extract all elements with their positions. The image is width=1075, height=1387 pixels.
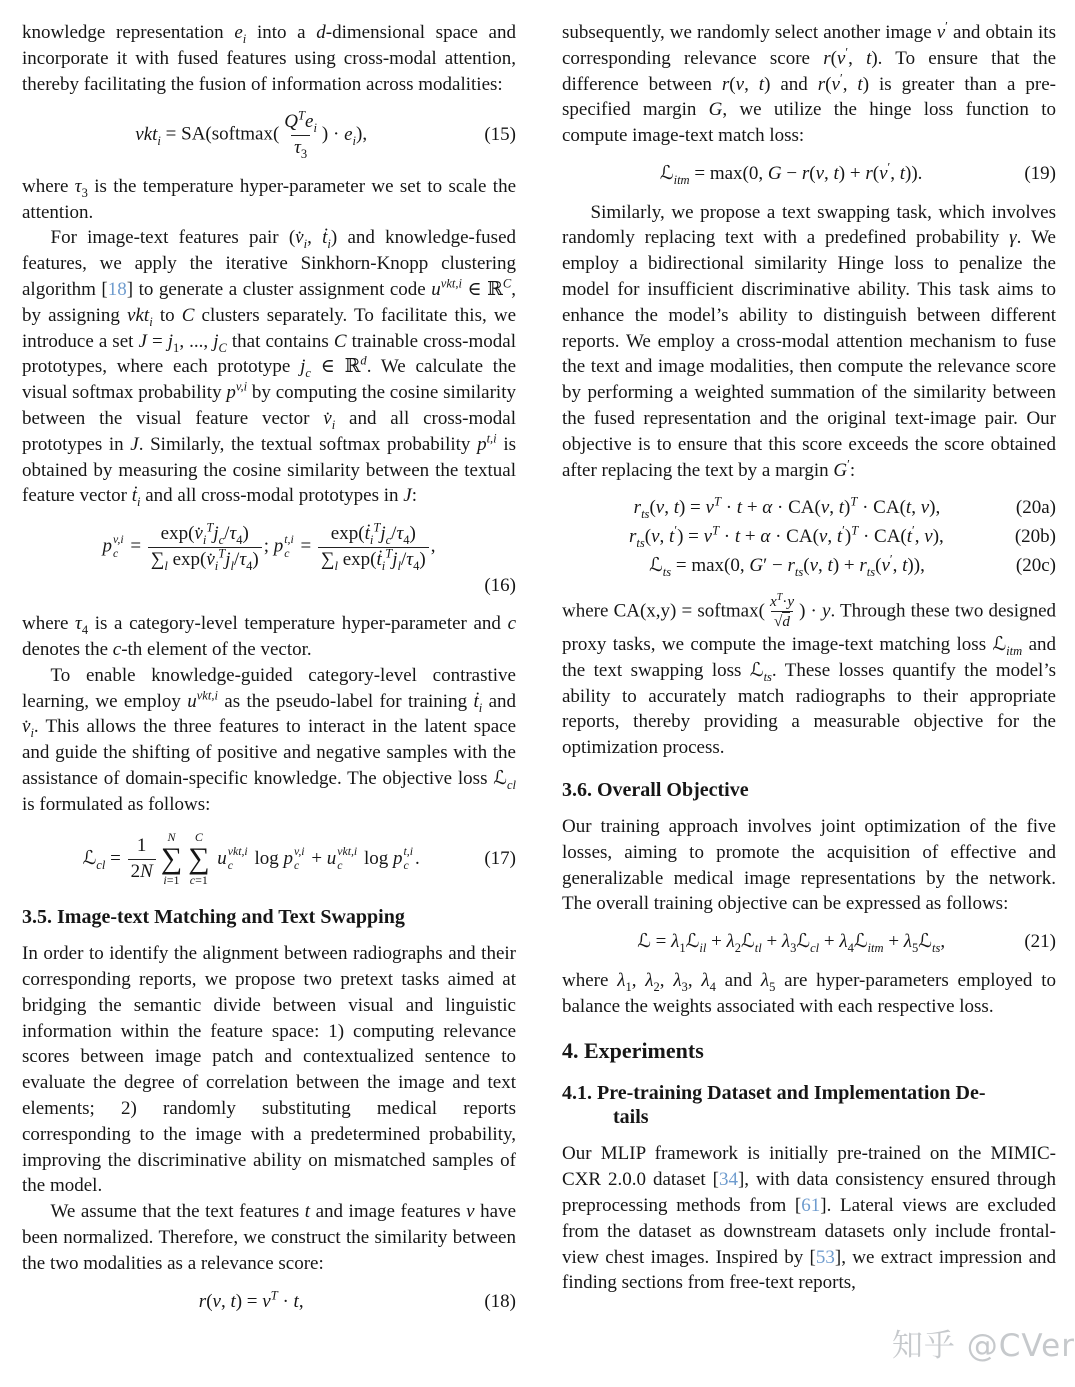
paragraph-knowledge-guided: To enable knowledge-guided category-level contrastive learning, we employ $u^{vkt,i}$ as the pseudo-label for training ṫ$_i$ and $v̇_i$. This allows the three features to interact in the latent space and guide the shifting of positive and negative samples with the assistance of domain-specific knowledge. The objective loss ℒ$_{cl}$ is formulated as follows: xyxy=(22,664,517,815)
equation-15-body: vkt$_i$ = SA(softmax( $\frac{Q^Te_i}{\tau_3}$ ) · $e_i$), xyxy=(135,109,368,161)
paragraph-subsequently: subsequently, we randomly select another image v′ and obtain its corresponding relevance score r(v′, t). To ensure that the difference between r(v, t) and r(v′, t) is greater than a pre-specified margin G, we utilize the hinge loss function to compute image-text match loss: xyxy=(562,19,1056,147)
equation-21-number: (21) xyxy=(1024,931,1056,953)
equation-16-body: p v,i c = $\frac{\exp(v̇_i^Tj_c/\tau_4)}{\sum_l \exp(v̇_i^Tj_l/\tau_4)}$ ; p t,i c = $\frac{\exp(ṫ_i^Tj_c/\tau_4)}{\sum_l \exp(ṫ_i^Tj_l/\tau_4)}$ , xyxy=(102,520,436,573)
equation-16-number: (16) xyxy=(484,574,516,596)
paragraph-mlip-pretraining: Our MLIP framework is initially pre-trained on the MIMIC-CXR 2.0.0 dataset [34], with data consistency ensured through preprocessing methods from [61]. Lateral views are excluded from the dataset as downstream datasets only include frontal-view chest images. Inspired by [53], we extract impression and finding sections from free-text reports, xyxy=(562,1143,1056,1294)
citation-link[interactable]: 61 xyxy=(801,1195,821,1217)
right-column xyxy=(562,20,1056,1387)
equation-19 xyxy=(562,162,1056,187)
equation-20c-number: (20c) xyxy=(1015,554,1056,576)
equation-15 xyxy=(22,110,516,160)
left-column xyxy=(22,20,516,1387)
citation-link[interactable]: 34 xyxy=(718,1169,738,1191)
paragraph-text-swapping: Similarly, we propose a text swapping task, which involves randomly replacing text with a predefined probability γ. We employ a bidirectional similarity Hinge loss to penalize the model for insufficient discriminative ability. This task aims to enhance the model’s ability to distinguish between different reports. We employ a cross-modal attention mechanism to fuse the text and image modalities, then compute the relevance score by performing a weighted summation of the similarity between the fused representation and the original text-image pair. Our objective is to ensure that this score exceeds the score obtained after replacing the text by a margin G′: xyxy=(562,201,1056,481)
paragraph-pretext-tasks: In order to identify the alignment between radiographs and their corresponding reports, we propose two pretext tasks aimed at bridging the semantic divide between visual and linguistic information within the feature space: 1) computing relevance scores between image patch and contextualized sentence to evaluate the degree of correlation between the image and text elements; 2) randomly substituting medical reports corresponding to the image with a predetermined probability, improving the discriminative ability on mismatched samples of the model. xyxy=(22,943,516,1197)
equation-20c xyxy=(562,554,1056,579)
paragraph-image-text-pair: For image-text features pair ($v̇_i$, ṫ$_i$) and knowledge-fused features, we apply the iterative Sinkhorn-Knopp clustering algorithm [18] to generate a cluster assignment code $u^{vkt,i}$ ∈ ℝ$^C$, by assigning vkt$_i$ to C clusters separately. To facilitate this, we introduce a set $J = j_1$, ..., $j_C$ that contains C trainable cross-modal prototypes, where each prototype $j_c$ ∈ ℝ$^d$. We calculate the visual softmax probability $p^{v,i}$ by computing the cosine similarity between the visual feature vector $v̇_i$ and all cross-modal prototypes in J. Similarly, the textual softmax probability $p^{t,i}$ is obtained by measuring the cosine similarity between the textual feature vector ṫ$_i$ and all cross-modal prototypes in J: xyxy=(22,227,517,510)
paragraph-knowledge-representation: knowledge representation $e_i$ into a d-dimensional space and incorporate it with fused features using cross-modal attention, thereby facilitating the fusion of information across modalities: xyxy=(22,22,516,95)
equation-15-number: (15) xyxy=(484,124,516,146)
equation-20a xyxy=(562,496,1056,521)
equation-16 xyxy=(22,522,516,598)
equation-21 xyxy=(562,930,1056,955)
section-heading-4: 4. Experiments xyxy=(562,1038,704,1064)
equation-20a-number: (20a) xyxy=(1015,497,1056,519)
equation-20b-body: $r_{ts}(v$, $t') = v^T \cdot t + \alpha \cdot CA(v$, t′)$^T$ · CA(t′, v), xyxy=(629,523,944,550)
equation-20b-number: (20b) xyxy=(1014,526,1056,548)
equation-17 xyxy=(22,831,516,889)
equation-18-body: r(v, $t) = v^T \cdot t$, xyxy=(198,1288,304,1312)
equation-20a-body: $r_{ts}(v$, $t) = v^T \cdot t + \alpha \cdot CA(v$, t)$^T$ · CA(t, v), xyxy=(633,495,941,522)
section-heading-4-1: 4.1. Pre-training Dataset and Implementation De- tails xyxy=(562,1082,986,1129)
equation-21-body: ℒ = $\lambda_1ℒ_{il}$ + $\lambda_2ℒ_{tl}$ + $\lambda_3ℒ_{cl}$ + $\lambda_4ℒ_{itm}$ + $\lambda_5ℒ_{ts}$, xyxy=(637,931,946,955)
equation-18 xyxy=(22,1290,516,1315)
paragraph-where-tau3: where $\tau_3$ is the temperature hyper-parameter we set to scale the attention. xyxy=(22,175,517,223)
citation-link[interactable]: 53 xyxy=(815,1246,835,1268)
equation-19-body: ℒ$_{itm}$ = max(0, G − r(v, t) + r(v′, t)). xyxy=(659,160,923,187)
watermark: 知乎 @CVer xyxy=(891,1328,1075,1364)
equation-20c-body: ℒ$_{ts}$ = max(0, $G' - r_{ts}(v$, $t) + r_{ts}(v'$, t)), xyxy=(649,552,925,579)
paragraph-where-lambdas: where $\lambda_1$, $\lambda_2$, $\lambda_3$, $\lambda_4$ and $\lambda_5$ are hyper-parameters employed to balance the weights associated with each respective loss. xyxy=(562,969,1057,1017)
equation-17-body: ℒ$_{cl}$ = $\frac{1}{2N}$ N ∑ i=1 C ∑ c=1 u vkt,i c log p v,i c + u vkt,i c log p t,i c . xyxy=(82,829,420,888)
citation-link[interactable]: 18 xyxy=(107,278,127,300)
paragraph-overall-objective: Our training approach involves joint optimization of the five losses, aiming to promote the acquisition of effective and generalizable medical image representations by the network. The overall training objective can be expressed as follows: xyxy=(562,815,1056,915)
section-heading-3-6: 3.6. Overall Objective xyxy=(562,778,749,801)
equation-20b xyxy=(562,525,1056,550)
equation-19-number: (19) xyxy=(1024,162,1056,184)
paragraph-where-ca: where CA(x,y) = softmax( $\frac{x^T\cdot y}{√d}$ ) · y. Through these two designed proxy tasks, we compute the image-text matching loss ℒ$_{itm}$ and the text swapping loss ℒ$_{ts}$. These losses quantify the model’s ability to accurately match radiographs to their appropriate reports, thereby providing a measurable objective for the optimization process. xyxy=(562,591,1057,759)
equation-20 xyxy=(562,496,1056,578)
equation-18-number: (18) xyxy=(484,1290,516,1312)
paragraph-where-tau4: where $\tau_4$ is a category-level temperature hyper-parameter and c denotes the c-th element of the vector. xyxy=(22,613,516,660)
equation-17-number: (17) xyxy=(484,848,516,870)
paragraph-relevance-score: We assume that the text features t and image features v have been normalized. Therefore, we construct the similarity between the two modalities as a relevance score: xyxy=(22,1201,517,1274)
section-heading-3-5: 3.5. Image-text Matching and Text Swapping xyxy=(22,906,405,929)
